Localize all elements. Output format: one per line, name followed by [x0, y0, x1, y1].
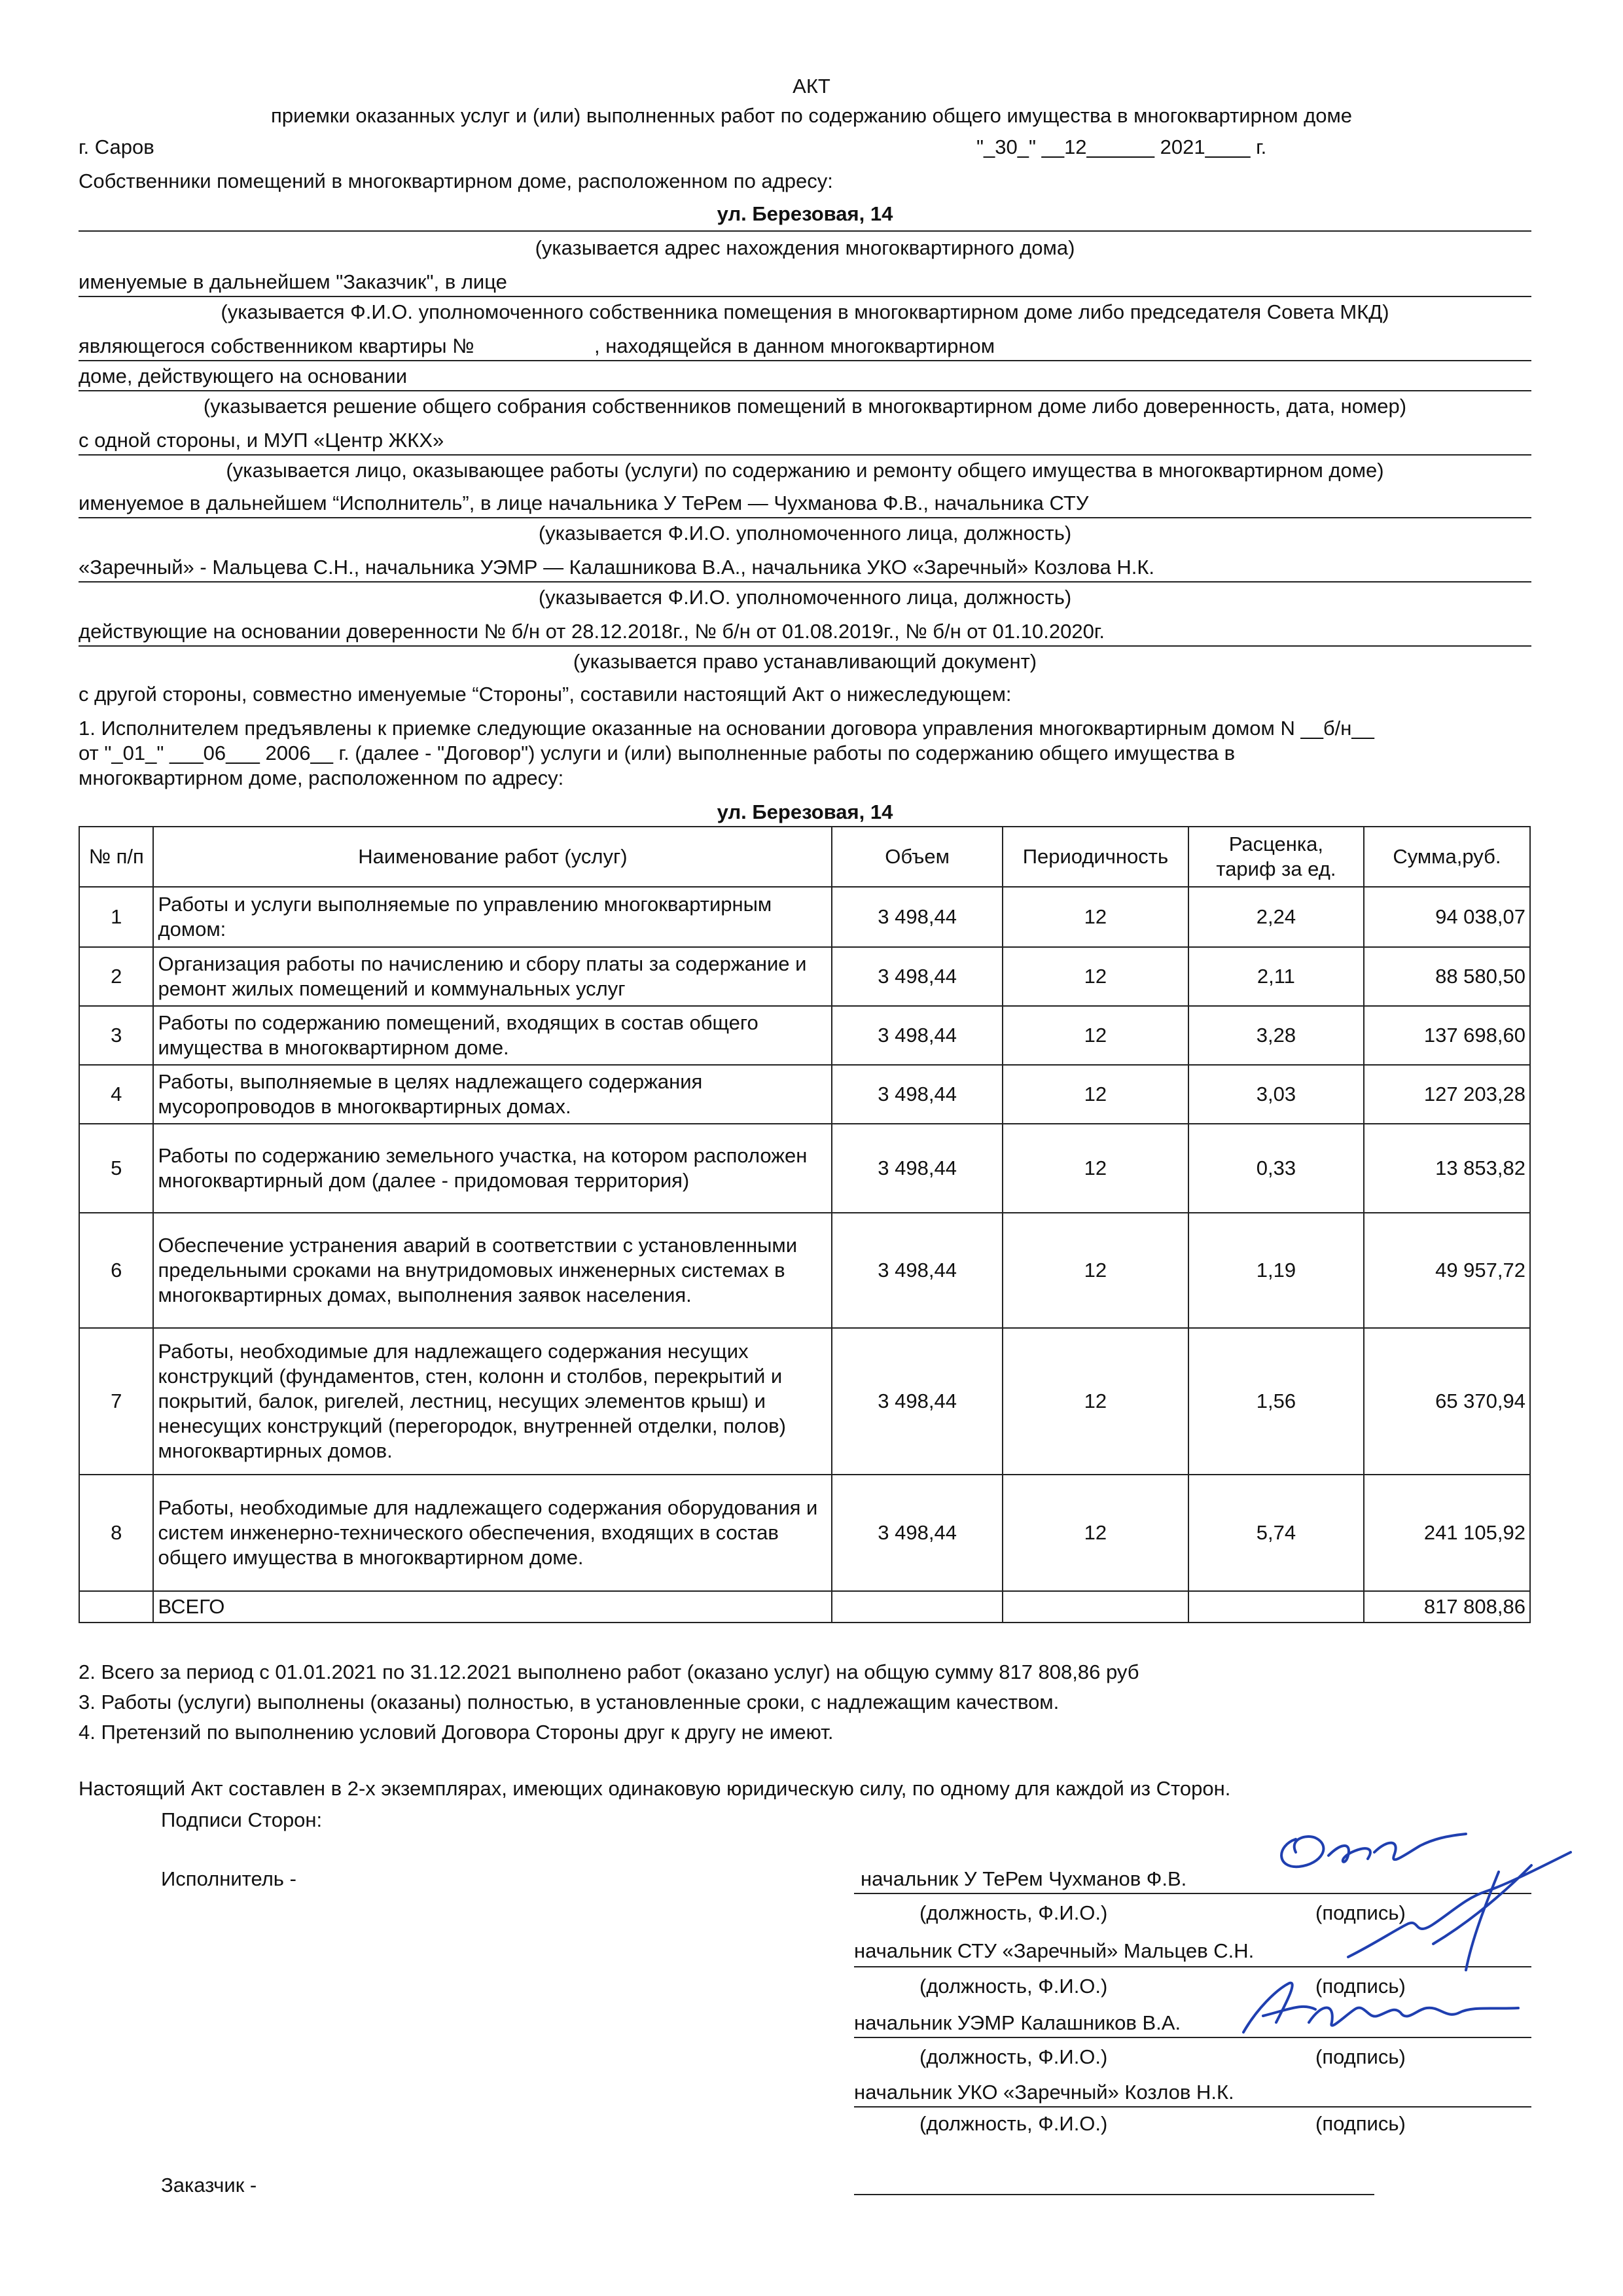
underline — [79, 390, 1531, 391]
cell-rate: 2,24 — [1188, 887, 1364, 947]
cell-periodicity: 12 — [1003, 1328, 1188, 1475]
house-address: ул. Березовая, 14 — [717, 202, 893, 225]
city: г. Саров — [79, 135, 154, 158]
cell-name: Организация работы по начислению и сбору платы за содержание и ремонт жилых помещений и коммунальных услуг — [153, 947, 832, 1006]
position-hint: (должность, Ф.И.О.) — [919, 2045, 1108, 2068]
signatures-title: Подписи Сторон: — [161, 1808, 323, 1831]
cell-sum: 49 957,72 — [1364, 1213, 1530, 1328]
cell-rate: 5,74 — [1188, 1475, 1364, 1591]
cell-name: Работы по содержанию помещений, входящих в состав общего имущества в многоквартирном доме. — [153, 1006, 832, 1065]
signature-image-2 — [1335, 1846, 1597, 1977]
one-side: с одной стороны, и МУП «Центр ЖКХ» — [79, 429, 444, 452]
cell-rate: 3,03 — [1188, 1065, 1364, 1124]
paragraph-4: 4. Претензий по выполнению условий Договора Стороны друг к другу не имеют. — [79, 1721, 834, 1744]
underline — [79, 454, 1531, 456]
documents-hint: (указывается право устанавливающий документ) — [573, 650, 1037, 673]
cell-volume: 3 498,44 — [832, 887, 1002, 947]
owners-intro: Собственники помещений в многоквартирном доме, расположенном по адресу: — [79, 170, 833, 192]
table-row — [79, 887, 1530, 947]
paragraph-1-line-1: 1. Исполнителем предъявлены к приемке следующие оказанные на основании договора управления многоквартирным домом N __б/н__ — [79, 717, 1374, 740]
cell-name: Работы, необходимые для надлежащего содержания несущих конструкций (фундаментов, стен, колонн и столбов, перекрытий и покрытий, балок, ригелей, лестниц, несущих элементов крыш) и ненесущих конструкций (перегородок, внутренней отделки, полов) многоквартирных домов. — [153, 1328, 832, 1475]
table-row — [79, 1213, 1530, 1328]
underline — [79, 230, 1531, 232]
cell-sum: 137 698,60 — [1364, 1006, 1530, 1065]
cell-sum: 94 038,07 — [1364, 887, 1530, 947]
cell-rate: 1,56 — [1188, 1328, 1364, 1475]
executor-label: Исполнитель - — [161, 1867, 296, 1890]
header-name: Наименование работ (услуг) — [153, 827, 832, 887]
cell-empty — [1003, 1591, 1188, 1623]
header-sum: Сумма,руб. — [1364, 827, 1530, 887]
cell-name: Работы, необходимые для надлежащего содержания оборудования и систем инженерно-технического обеспечения, входящих в состав общего имущества в многоквартирном доме. — [153, 1475, 832, 1591]
header-periodicity: Периодичность — [1003, 827, 1188, 887]
cell-num: 5 — [79, 1124, 153, 1213]
cell-volume: 3 498,44 — [832, 1006, 1002, 1065]
underline — [79, 581, 1531, 583]
cell-name: Работы по содержанию земельного участка, на котором расположен многоквартирный дом (далее - придомовая территория) — [153, 1124, 832, 1213]
cell-sum: 88 580,50 — [1364, 947, 1530, 1006]
contractor-named: именуемое в дальнейшем “Исполнитель”, в лице начальника У ТеРем — Чухманова Ф.В., начальника СТУ — [79, 492, 1089, 514]
cell-volume: 3 498,44 — [832, 1328, 1002, 1475]
cell-rate: 1,19 — [1188, 1213, 1364, 1328]
official-hint-1: (указывается Ф.И.О. уполномоченного лица, должность) — [538, 522, 1072, 545]
cell-rate: 2,11 — [1188, 947, 1364, 1006]
paragraph-1-line-2: от "_01_" ___06___ 2006__ г. (далее - "Договор") услуги и (или) выполненные работы по содержанию общего имущества в — [79, 742, 1236, 764]
official-hint-2: (указывается Ф.И.О. уполномоченного лица, должность) — [538, 586, 1072, 609]
acting-basis: доме, действующего на основании — [79, 365, 408, 387]
underline — [79, 360, 1531, 361]
table-row — [79, 1328, 1530, 1475]
contractor-hint: (указывается лицо, оказывающее работы (услуги) по содержанию и ремонту общего имущества в многоквартирном доме) — [226, 459, 1384, 482]
cell-num: 2 — [79, 947, 153, 1006]
cell-empty — [79, 1591, 153, 1623]
sign-hint: (подпись) — [1315, 1901, 1406, 1924]
underline — [79, 296, 1531, 297]
table-row — [79, 947, 1530, 1006]
cell-name: Работы, выполняемые в целях надлежащего содержания мусоропроводов в многоквартирных домах. — [153, 1065, 832, 1124]
cell-name: Работы и услуги выполняемые по управлению многоквартирным домом: — [153, 887, 832, 947]
apartment-owner: являющегося собственником квартиры № — [79, 334, 474, 357]
position-hint: (должность, Ф.И.О.) — [919, 1901, 1108, 1924]
basis-hint: (указывается решение общего собрания собственников помещений в многоквартирном доме либо доверенность, дата, номер) — [203, 395, 1407, 418]
header-num: № п/п — [79, 827, 153, 887]
cell-periodicity: 12 — [1003, 1124, 1188, 1213]
header-rate-line-1: Расценка, — [1228, 833, 1324, 855]
underline — [79, 517, 1531, 518]
customer-named: именуемые в дальнейшем "Заказчик", в лице — [79, 270, 507, 293]
cell-volume: 3 498,44 — [832, 1475, 1002, 1591]
officials: «Заречный» - Мальцева С.Н., начальника УЭМР — Калашникова В.А., начальника УКО «Заречный» Козлова Н.К. — [79, 556, 1155, 579]
cell-volume: 3 498,44 — [832, 947, 1002, 1006]
cell-periodicity: 12 — [1003, 1213, 1188, 1328]
works-table — [79, 826, 1531, 1623]
cell-volume: 3 498,44 — [832, 1213, 1002, 1328]
total-sum: 817 808,86 — [1364, 1591, 1530, 1623]
table-address: ул. Березовая, 14 — [717, 800, 893, 823]
signer-2: начальник СТУ «Заречный» Мальцев С.Н. — [854, 1939, 1255, 1962]
acting-documents: действующие на основании доверенности № б/н от 28.12.2018г., № б/н от 01.08.2019г., № б/н от 01.10.2020г. — [79, 620, 1105, 643]
signer-3: начальник УЭМР Калашников В.А. — [854, 2011, 1181, 2034]
cell-sum: 65 370,94 — [1364, 1328, 1530, 1475]
address-hint: (указывается адрес нахождения многоквартирного дома) — [535, 236, 1075, 259]
customer-label: Заказчик - — [161, 2174, 257, 2197]
cell-periodicity: 12 — [1003, 947, 1188, 1006]
cell-periodicity: 12 — [1003, 1006, 1188, 1065]
paragraph-2: 2. Всего за период с 01.01.2021 по 31.12.2021 выполнено работ (оказано услуг) на общую сумму 817 808,86 руб — [79, 1660, 1139, 1683]
cell-num: 3 — [79, 1006, 153, 1065]
total-label: ВСЕГО — [153, 1591, 832, 1623]
cell-periodicity: 12 — [1003, 887, 1188, 947]
document-subtitle: приемки оказанных услуг и (или) выполненных работ по содержанию общего имущества в многоквартирном доме — [270, 104, 1353, 127]
sign-hint: (подпись) — [1315, 1975, 1406, 1998]
cell-sum: 13 853,82 — [1364, 1124, 1530, 1213]
cell-name: Обеспечение устранения аварий в соответствии с установленными предельными сроками на внутридомовых инженерных системах в многоквартирных домах, выполнения заявок населения. — [153, 1213, 832, 1328]
copies-note: Настоящий Акт составлен в 2-х экземплярах, имеющих одинаковую юридическую силу, по одному для каждой из Сторон. — [79, 1777, 1231, 1800]
header-rate-line-2: тариф за ед. — [1216, 857, 1336, 880]
header-volume: Объем — [832, 827, 1002, 887]
cell-rate: 0,33 — [1188, 1124, 1364, 1213]
cell-num: 4 — [79, 1065, 153, 1124]
cell-num: 8 — [79, 1475, 153, 1591]
person-hint: (указывается Ф.И.О. уполномоченного собственника помещения в многоквартирном доме либо председателя Совета МКД) — [221, 300, 1389, 323]
cell-empty — [1188, 1591, 1364, 1623]
table-header-row — [79, 827, 1530, 887]
cell-volume: 3 498,44 — [832, 1065, 1002, 1124]
header-rate — [1188, 827, 1364, 887]
cell-sum: 127 203,28 — [1364, 1065, 1530, 1124]
cell-rate: 3,28 — [1188, 1006, 1364, 1065]
table-row — [79, 1475, 1530, 1591]
position-hint: (должность, Ф.И.О.) — [919, 1975, 1108, 1998]
paragraph-3: 3. Работы (услуги) выполнены (оказаны) полностью, в установленные сроки, с надлежащим качеством. — [79, 1691, 1060, 1713]
document-title: АКТ — [793, 75, 830, 98]
signer-4: начальник УКО «Заречный» Козлов Н.К. — [854, 2081, 1234, 2104]
sign-hint: (подпись) — [1315, 2112, 1406, 2135]
table-row — [79, 1065, 1530, 1124]
table-row — [79, 1124, 1530, 1213]
cell-num: 6 — [79, 1213, 153, 1328]
cell-periodicity: 12 — [1003, 1065, 1188, 1124]
paragraph-1-line-3: многоквартирном доме, расположенном по адресу: — [79, 766, 564, 789]
signature-image-3 — [1237, 1970, 1525, 2042]
other-side: с другой стороны, совместно именуемые “Стороны”, составили настоящий Акт о нижеследующем: — [79, 683, 1012, 706]
cell-empty — [832, 1591, 1002, 1623]
cell-sum: 241 105,92 — [1364, 1475, 1530, 1591]
signer-1: начальник У ТеРем Чухманов Ф.В. — [861, 1867, 1187, 1890]
cell-num: 1 — [79, 887, 153, 947]
cell-volume: 3 498,44 — [832, 1124, 1002, 1213]
signature-line — [854, 2106, 1531, 2108]
table-row — [79, 1006, 1530, 1065]
cell-periodicity: 12 — [1003, 1475, 1188, 1591]
apartment-location: , находящейся в данном многоквартирном — [594, 334, 995, 357]
sign-hint: (подпись) — [1315, 2045, 1406, 2068]
underline — [79, 645, 1531, 647]
act-date: "_30_" __12______ 2021____ г. — [976, 135, 1267, 158]
cell-num: 7 — [79, 1328, 153, 1475]
customer-signature-line — [854, 2194, 1374, 2195]
position-hint: (должность, Ф.И.О.) — [919, 2112, 1108, 2135]
table-total-row — [79, 1591, 1530, 1623]
